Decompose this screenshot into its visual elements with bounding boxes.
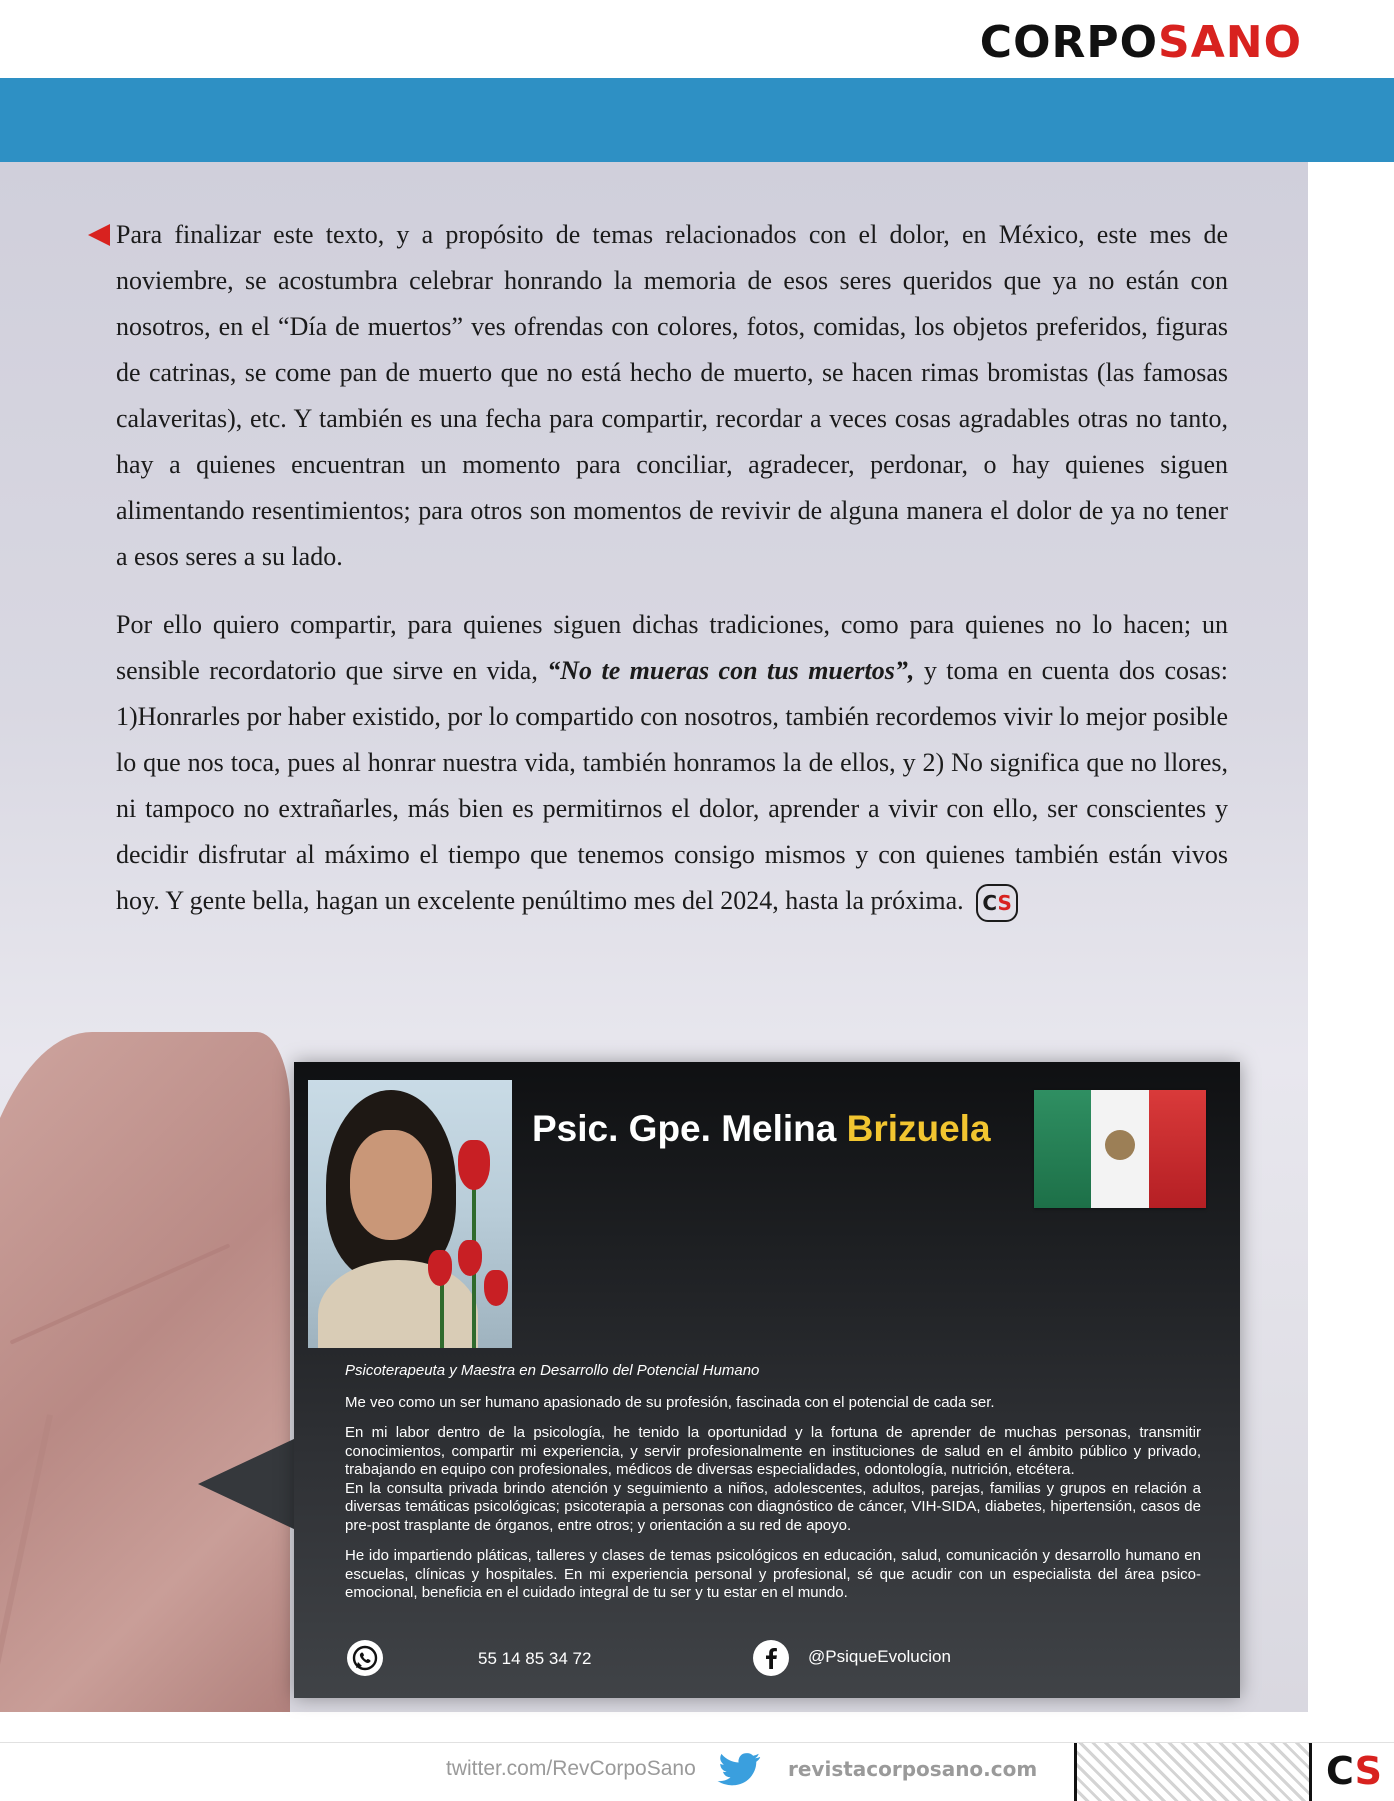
footer-logo-c: C bbox=[1326, 1749, 1355, 1793]
article-paragraph-2 bbox=[116, 602, 1228, 924]
tulip bbox=[428, 1250, 452, 1286]
footer-cs-logo[interactable] bbox=[1326, 1749, 1382, 1793]
tulip bbox=[458, 1140, 490, 1190]
page-header bbox=[0, 0, 1394, 78]
flag-red bbox=[1149, 1090, 1206, 1208]
fabric-seam bbox=[10, 1243, 231, 1344]
logo-text-sano: SANO bbox=[1158, 17, 1302, 68]
twitter-link[interactable]: twitter.com/RevCorpoSano bbox=[446, 1757, 696, 1780]
author-photo bbox=[308, 1080, 512, 1348]
footer-stripe-decoration bbox=[1074, 1743, 1312, 1801]
flag-white bbox=[1091, 1090, 1148, 1208]
tulip bbox=[458, 1240, 482, 1276]
logo-text-corpo: CORPO bbox=[979, 17, 1159, 68]
card-pointer bbox=[198, 1438, 296, 1530]
paragraph-marker-icon bbox=[88, 224, 110, 246]
fabric-seam bbox=[0, 1414, 53, 1670]
badge-c: C bbox=[982, 891, 998, 916]
article-body bbox=[116, 212, 1228, 946]
author-bio bbox=[345, 1362, 1201, 1615]
badge-s: S bbox=[997, 891, 1012, 916]
author-profile-card bbox=[294, 1062, 1240, 1698]
bio-paragraph-3: En la consulta privada brindo atención y seguimiento a niños, adolescentes, adultos, parejas, familias y grupos en relación a diversas temáticas psicológicas; psicoterapia a personas con diagnóstico de cáncer, VIH-SIDA, diabetes, hipertensión, casos de pre-post trasplante de órganos, entre otros; y orientación a su red de apoyo. bbox=[345, 1479, 1201, 1534]
author-name-last: Brizuela bbox=[846, 1108, 991, 1149]
tulip-stem bbox=[440, 1280, 444, 1348]
photo-face bbox=[350, 1130, 432, 1240]
corposano-logo[interactable] bbox=[980, 16, 1302, 70]
bio-paragraph-4: He ido impartiendo pláticas, talleres y clases de temas psicológicos en educación, salud, comunicación y desarrollo humano en escuelas, clínicas y hospitales. En mi experiencia personal y profesional, sé que acudir con un especialista del área psico-emocional, beneficia en el cuidado integral de tu ser y tu estar en el mundo. bbox=[345, 1547, 1201, 1601]
flag-emblem bbox=[1105, 1130, 1135, 1160]
author-name bbox=[532, 1106, 991, 1152]
highlighted-quote: “No te mueras con tus muertos”, bbox=[547, 656, 915, 685]
paragraph-2-text-b: y toma en cuenta dos cosas: 1)Honrarles por haber existido, por lo compartido con nosotros, también recordemos vivir lo mejor posible lo que nos toca, pues al honrar nuestra vida, también honramos la de ellos, y 2) No significa que no llores, ni tampoco no extrañarles, más bien es permitirnos el dolor, aprender a vivir con ello, ser conscientes y decidir disfrutar al máximo el tiempo que tenemos consigo mismos y con quienes también están vivos hoy. Y gente bella, hagan un excelente penúltimo mes del 2024, hasta la próxima. bbox=[116, 656, 1228, 915]
tulip bbox=[484, 1270, 508, 1306]
twitter-bird-icon[interactable] bbox=[716, 1751, 762, 1796]
background-pink-figure bbox=[0, 1032, 290, 1712]
phone-number[interactable]: 55 14 85 34 72 bbox=[478, 1649, 592, 1668]
flag-green bbox=[1034, 1090, 1091, 1208]
facebook-icon[interactable] bbox=[753, 1640, 789, 1676]
bio-paragraph-1: Me veo como un ser humano apasionado de su profesión, fascinada con el potencial de cada ser. bbox=[345, 1393, 995, 1411]
author-name-first: Psic. Gpe. Melina bbox=[532, 1108, 847, 1149]
bio-paragraph-2: En mi labor dentro de la psicología, he tenido la oportunidad y la fortuna de aprender de muchas personas, transmitir conocimientos, compartir mi experiencia, y servir profesionalmente en instituciones de salud en el ámbito público y privado, trabajando en equipo con profesionales, médicos de diversas especialidades, odontología, nutrición, etcétera. bbox=[345, 1424, 1201, 1478]
article-paragraph-1: Para finalizar este texto, y a propósito de temas relacionados con el dolor, en México, este mes de noviembre, se acostumbra celebrar honrando la memoria de esos seres queridos que ya no están con nosotros, en el “Día de muertos” ves ofrendas con colores, fotos, comidas, los objetos preferidos, figuras de catrinas, se come pan de muerto que no está hecho de muerto, se hacen rimas bromistas (las famosas calaveritas), etc. Y también es una fecha para compartir, recordar a veces cosas agradables otras no tanto, hay a quienes encuentran un momento para conciliar, agradecer, perdonar, o hay quienes siguen alimentando resentimientos; para otros son momentos de revivir de alguna manera el dolor de ya no tener a esos seres a su lado. bbox=[116, 220, 1228, 571]
contact-row bbox=[345, 1638, 1201, 1678]
website-link[interactable]: revistacorposano.com bbox=[788, 1757, 1038, 1781]
cs-end-badge-icon bbox=[976, 884, 1018, 922]
header-blue-band bbox=[0, 78, 1394, 162]
author-tagline: Psicoterapeuta y Maestra en Desarrollo del Potencial Humano bbox=[345, 1362, 760, 1379]
mexico-flag-icon bbox=[1034, 1090, 1206, 1208]
page-footer bbox=[0, 1742, 1394, 1801]
photo-body bbox=[318, 1260, 478, 1348]
whatsapp-icon[interactable] bbox=[347, 1640, 383, 1676]
facebook-handle[interactable]: @PsiqueEvolucion bbox=[808, 1647, 951, 1666]
paragraph-2-text-a: Por ello quiero compartir, para quienes siguen dichas tradiciones, como para quienes no lo hacen; un sensible recordatorio que sirve en vida, bbox=[116, 610, 1228, 685]
footer-logo-s: S bbox=[1354, 1749, 1382, 1793]
